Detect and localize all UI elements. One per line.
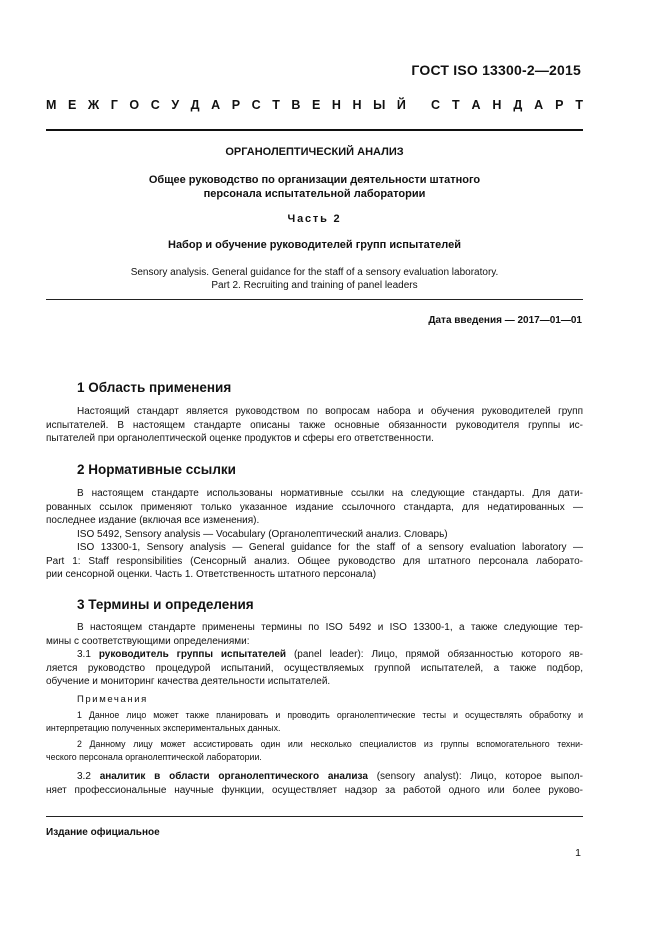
document-subtitle: [46, 173, 583, 201]
text-line: няет профессиональные научные функции, осуществляет надзор за работой одного или более руково-: [46, 784, 583, 796]
note-2: [46, 738, 583, 763]
introduction-date: Дата введения — 2017—01—01: [428, 315, 582, 326]
text-line: последнее издание (включая все изменения).: [46, 515, 260, 526]
term-number: 3.1: [77, 649, 91, 660]
text-line: В настоящем стандарте применены термины по ISO 5492 и ISO 13300-1, а также следующие тер-: [77, 622, 583, 633]
standard-number: ГОСТ ISO 13300-2—2015: [411, 62, 581, 78]
section-1-text: [46, 405, 583, 446]
subtitle-line: Общее руководство по организации деятельности штатного: [148, 174, 481, 186]
text-line: ISO 13300-1, Sensory analysis — General guidance for the staff of a sensory evaluation laboratory —: [77, 542, 583, 553]
section-2-text: [46, 487, 583, 582]
reference-iso-5492: ISO 5492, Sensory analysis — Vocabulary (Органолептический анализ. Словарь): [77, 528, 448, 540]
title-rule: [46, 299, 583, 300]
term-name: аналитик в области органолептического анализа: [99, 771, 368, 782]
official-edition-label: Издание официальное: [46, 827, 160, 838]
text-line: испытателей. В настоящем стандарте описаны также основные обязанности руководителя группы ис-: [46, 419, 583, 431]
term-3-2-line: [46, 770, 583, 784]
page-number: 1: [575, 847, 581, 859]
text-line: рии сенсорной оценки. Часть 1. Ответственность штатного персонала): [46, 569, 377, 580]
subtitle-line: персонала испытательной лаборатории: [203, 188, 426, 200]
english-title-line: Part 2. Recruiting and training of panel leaders: [211, 280, 418, 291]
header-rule: [46, 129, 583, 131]
notes-heading: Примечания: [77, 694, 148, 705]
section-1-heading: 1 Область применения: [77, 380, 232, 395]
footer-rule: [46, 816, 583, 817]
part-title: Набор и обучение руководителей групп испытателей: [168, 239, 461, 251]
text-line: Настоящий стандарт является руководством по вопросам набора и обучения руководителей групп: [77, 406, 583, 417]
text-line: Part 1: Staff responsibilities (Сенсорный анализ. Общее руководство для штатного персонала лаборато-: [46, 555, 583, 567]
note-line: 2 Данному лицу может ассистировать один или несколько специалистов из группы вспомогательного техни-: [77, 739, 583, 749]
english-title: [46, 266, 583, 292]
section-3-text: [46, 621, 583, 689]
note-line: 1 Данное лицо может также планировать и проводить органолептические тесты и осуществлять обработку и: [77, 710, 583, 720]
note-line: ческого персонала органолептической лаборатории.: [46, 751, 262, 762]
term-3-2: [46, 770, 583, 797]
text-line: В настоящем стандарте использованы нормативные ссылки на следующие стандарты. Для дати-: [77, 488, 583, 499]
term-definition: (panel leader): Лицо, прямой обязанностью которого яв-: [293, 649, 584, 660]
text-line: пытателей при органолептической оценке продуктов и сферы его ответственности.: [46, 433, 434, 444]
banner-word-interstate: М Е Ж Г О С У Д А Р С Т В Е Н Н Ы Й: [46, 98, 406, 112]
section-3-heading: 3 Термины и определения: [77, 597, 254, 612]
note-1: [46, 709, 583, 734]
section-2-heading: 2 Нормативные ссылки: [77, 462, 236, 477]
text-line: обучение и мониторинг качества деятельности испытателей.: [46, 676, 331, 687]
text-line: рованных ссылок применяют только указанное издание ссылочного стандарта, для недатированных —: [46, 501, 583, 513]
term-3-1-line: [46, 648, 583, 662]
document-title: ОРГАНОЛЕПТИЧЕСКИЙ АНАЛИЗ: [225, 146, 404, 158]
standard-type-banner: [46, 98, 583, 112]
text-line: ляется руководство процедурой испытаний, осуществляемых группой испытателей, а также подбор,: [46, 662, 583, 674]
english-title-line: Sensory analysis. General guidance for the staff of a sensory evaluation laboratory.: [130, 267, 499, 278]
banner-word-standard: С Т А Н Д А Р Т: [431, 98, 583, 112]
text-line: мины с соответствующими определениями:: [46, 635, 250, 647]
term-name: руководитель группы испытателей: [98, 649, 287, 660]
note-line: интерпретацию полученных экспериментальных данных.: [46, 722, 281, 733]
term-definition: (sensory analyst): Лицо, которое выпол-: [376, 771, 583, 782]
part-label: Часть 2: [287, 213, 342, 225]
term-number: 3.2: [77, 771, 91, 782]
